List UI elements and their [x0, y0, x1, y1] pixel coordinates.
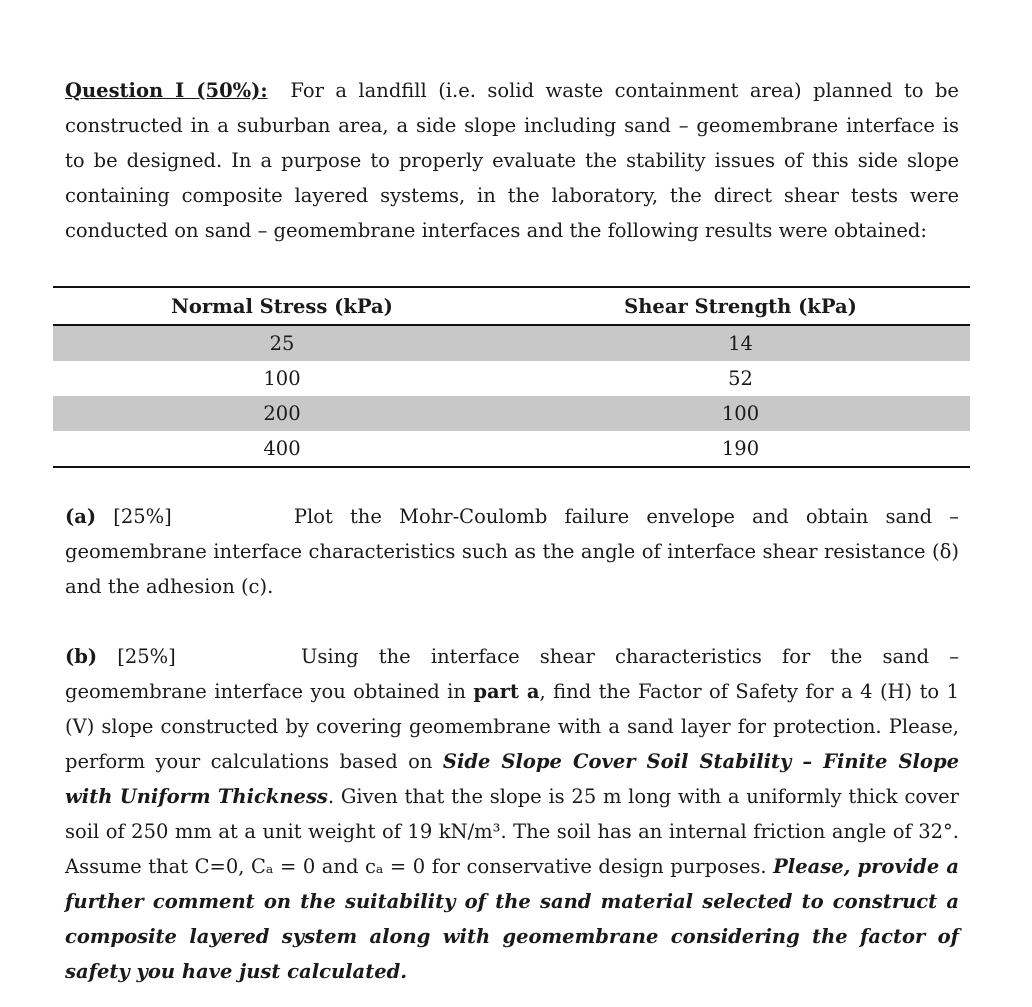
- question-paragraph: [65, 73, 959, 248]
- table-row: [53, 396, 970, 431]
- table-row: [53, 361, 970, 396]
- part-b-paragraph: [65, 639, 959, 989]
- table-row: [53, 325, 970, 361]
- normal-stress-cell: 25: [53, 325, 511, 361]
- table-row: [53, 431, 970, 467]
- part-b-text-1: Using the interface shear characteristics for the sand – geomembrane interface you obtained in: [65, 645, 960, 703]
- question-label: Question I (50%):: [65, 79, 268, 102]
- shear-strength-cell: 100: [511, 396, 970, 431]
- part-b-text-2: , find the Factor of Safety for a 4 (H) to 1 (V) slope constructed by covering geomembrane with a sand layer for protection. Please, perform your calculations based on: [65, 680, 959, 773]
- normal-stress-cell: 100: [263, 367, 301, 390]
- header-shear-strength: Shear Strength (kPa): [511, 287, 970, 325]
- shear-strength-cell: 14: [511, 325, 970, 361]
- normal-stress-cell: 200: [53, 396, 511, 431]
- part-b-reference: part a: [473, 680, 540, 703]
- shear-strength-cell: 52: [728, 367, 753, 390]
- part-a-weight: [25%]: [113, 505, 172, 528]
- part-b-text-3: . Given that the slope is 25 m long with a uniformly thick cover soil of 250 mm at a unit weight of 19 kN/m³. The soil has an internal friction angle of 32°. Assume that C=0, Cₐ = 0 and cₐ = 0 for conservative design purposes.: [65, 785, 959, 878]
- question-text: For a landfill (i.e. solid waste containment area) planned to be constructed in a suburban area, a side slope including sand – geomembrane interface is to be designed. In a purpose to properly evaluate the stability issues of this side slope containing composite layered systems, in the laboratory, the direct shear tests were conducted on sand – geomembrane interfaces and the following results were obtained:: [65, 79, 959, 242]
- normal-stress-cell: 400: [53, 431, 511, 467]
- part-a-label: (a): [65, 505, 97, 528]
- part-b-comment: Please, provide a further comment on the suitability of the sand material selected to construct a composite layered system along with geomembrane considering the factor of safety you have just calculated.: [65, 855, 959, 983]
- part-a-text: Plot the Mohr-Coulomb failure envelope and obtain sand – geomembrane interface characteristics such as the angle of interface shear resistance (δ) and the adhesion (c).: [65, 505, 960, 598]
- direct-shear-results-table: [53, 286, 970, 468]
- part-b-weight: [25%]: [117, 645, 176, 668]
- header-normal-stress: Normal Stress (kPa): [53, 287, 511, 325]
- table-header-row: [53, 287, 970, 325]
- part-a-paragraph: [65, 499, 959, 604]
- shear-strength-cell: 190: [511, 431, 970, 467]
- part-b-label: (b): [65, 645, 98, 668]
- part-b-method: Side Slope Cover Soil Stability – Finite Slope with Uniform Thickness: [65, 750, 959, 808]
